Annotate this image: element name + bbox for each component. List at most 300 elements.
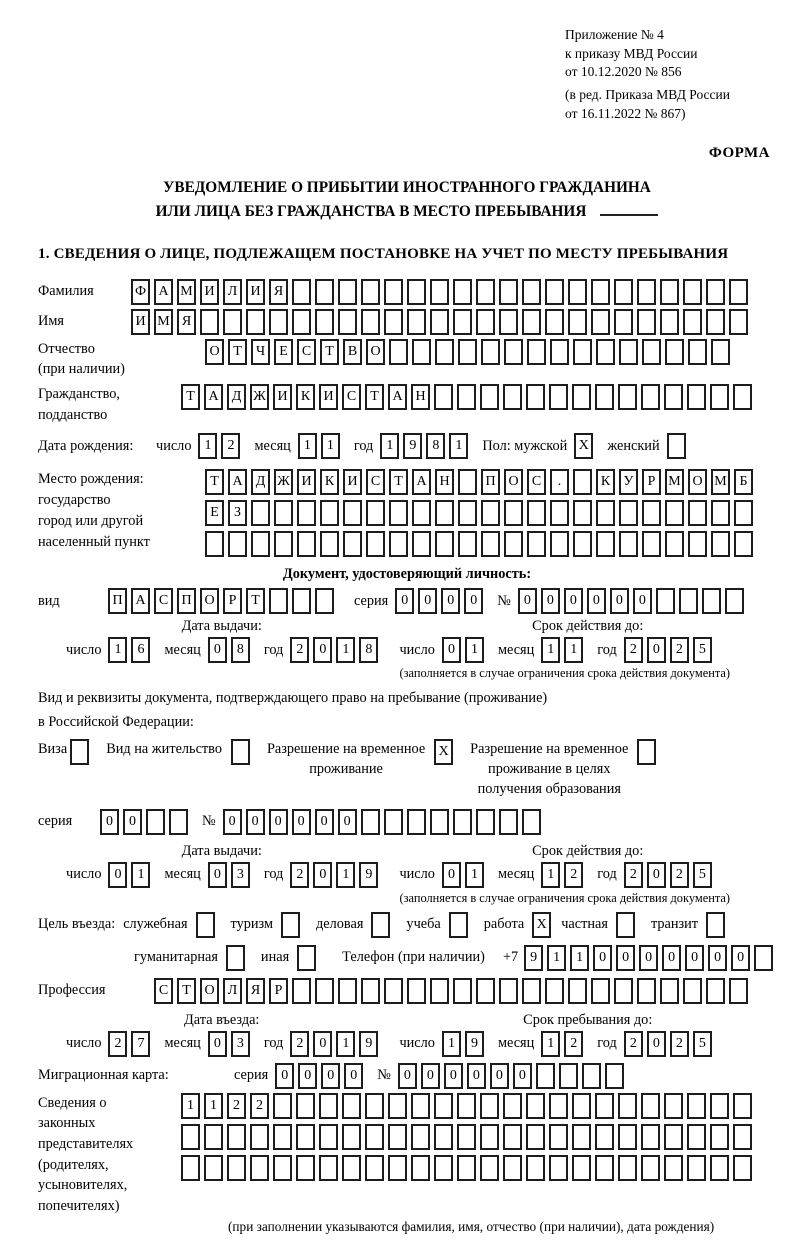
form-cell[interactable]: О bbox=[200, 978, 219, 1004]
form-cell[interactable] bbox=[269, 309, 288, 335]
form-cell[interactable] bbox=[388, 1155, 407, 1181]
form-cell[interactable] bbox=[481, 500, 500, 526]
form-cell[interactable] bbox=[476, 309, 495, 335]
form-cell[interactable]: С bbox=[342, 384, 361, 410]
form-cell[interactable]: 1 bbox=[547, 945, 566, 971]
form-cell[interactable]: 2 bbox=[221, 433, 240, 459]
form-cell[interactable] bbox=[411, 1093, 430, 1119]
form-cell[interactable] bbox=[664, 1155, 683, 1181]
form-cell[interactable] bbox=[729, 279, 748, 305]
form-cell[interactable] bbox=[573, 339, 592, 365]
form-cell[interactable] bbox=[733, 384, 752, 410]
form-cell[interactable]: Р bbox=[642, 469, 661, 495]
form-cell[interactable]: Т bbox=[389, 469, 408, 495]
form-cell[interactable] bbox=[688, 500, 707, 526]
form-cell[interactable] bbox=[434, 1155, 453, 1181]
form-cell[interactable] bbox=[550, 531, 569, 557]
form-cell[interactable]: Т bbox=[181, 384, 200, 410]
form-cell[interactable]: 0 bbox=[518, 588, 537, 614]
form-cell[interactable] bbox=[660, 978, 679, 1004]
form-cell[interactable]: 0 bbox=[292, 809, 311, 835]
form-cell[interactable] bbox=[499, 809, 518, 835]
form-cell[interactable] bbox=[665, 531, 684, 557]
form-cell[interactable] bbox=[619, 339, 638, 365]
form-cell[interactable] bbox=[480, 384, 499, 410]
form-cell[interactable]: 0 bbox=[647, 862, 666, 888]
form-cell[interactable] bbox=[407, 309, 426, 335]
form-cell[interactable]: 8 bbox=[359, 637, 378, 663]
form-cell[interactable]: А bbox=[154, 279, 173, 305]
form-cell[interactable] bbox=[706, 978, 725, 1004]
form-cell[interactable] bbox=[481, 531, 500, 557]
form-cell[interactable] bbox=[595, 1093, 614, 1119]
form-cell[interactable] bbox=[366, 531, 385, 557]
form-cell[interactable] bbox=[702, 588, 721, 614]
form-cell[interactable] bbox=[527, 531, 546, 557]
form-cell[interactable] bbox=[754, 945, 773, 971]
form-cell[interactable] bbox=[596, 339, 615, 365]
form-cell[interactable] bbox=[522, 279, 541, 305]
form-cell[interactable]: 2 bbox=[564, 1031, 583, 1057]
form-cell[interactable] bbox=[384, 978, 403, 1004]
form-cell[interactable] bbox=[458, 469, 477, 495]
form-cell[interactable] bbox=[499, 279, 518, 305]
form-cell[interactable] bbox=[637, 978, 656, 1004]
form-cell[interactable] bbox=[664, 1093, 683, 1119]
form-cell[interactable] bbox=[412, 500, 431, 526]
form-cell[interactable]: 2 bbox=[564, 862, 583, 888]
form-cell[interactable] bbox=[641, 1093, 660, 1119]
form-cell[interactable]: М bbox=[711, 469, 730, 495]
form-cell[interactable]: Е bbox=[205, 500, 224, 526]
form-cell[interactable] bbox=[549, 384, 568, 410]
form-cell[interactable]: 0 bbox=[610, 588, 629, 614]
form-cell[interactable] bbox=[504, 500, 523, 526]
form-cell[interactable] bbox=[572, 1124, 591, 1150]
form-cell[interactable] bbox=[687, 1155, 706, 1181]
form-cell[interactable]: 1 bbox=[336, 862, 355, 888]
form-cell[interactable]: П bbox=[177, 588, 196, 614]
form-cell[interactable]: 5 bbox=[693, 637, 712, 663]
form-cell[interactable] bbox=[407, 809, 426, 835]
form-cell[interactable] bbox=[550, 500, 569, 526]
form-cell[interactable]: 0 bbox=[647, 637, 666, 663]
form-cell[interactable] bbox=[596, 531, 615, 557]
form-cell[interactable]: С bbox=[366, 469, 385, 495]
form-cell[interactable]: 1 bbox=[380, 433, 399, 459]
form-cell[interactable] bbox=[710, 1155, 729, 1181]
form-cell[interactable]: 0 bbox=[662, 945, 681, 971]
form-cell[interactable]: 1 bbox=[541, 1031, 560, 1057]
form-cell[interactable] bbox=[315, 588, 334, 614]
form-cell[interactable]: А bbox=[412, 469, 431, 495]
form-cell[interactable] bbox=[227, 1155, 246, 1181]
form-cell[interactable]: 1 bbox=[336, 637, 355, 663]
form-cell[interactable]: 0 bbox=[731, 945, 750, 971]
form-cell[interactable] bbox=[481, 339, 500, 365]
form-cell[interactable]: 2 bbox=[290, 637, 309, 663]
form-cell[interactable] bbox=[458, 339, 477, 365]
form-cell[interactable]: 2 bbox=[250, 1093, 269, 1119]
form-cell[interactable] bbox=[572, 1155, 591, 1181]
form-cell[interactable] bbox=[688, 339, 707, 365]
form-cell[interactable]: 0 bbox=[100, 809, 119, 835]
form-cell[interactable] bbox=[196, 912, 215, 938]
form-cell[interactable] bbox=[503, 1093, 522, 1119]
form-cell[interactable] bbox=[449, 912, 468, 938]
form-cell[interactable] bbox=[667, 433, 686, 459]
form-cell[interactable]: 1 bbox=[442, 1031, 461, 1057]
form-cell[interactable] bbox=[480, 1124, 499, 1150]
form-cell[interactable]: 6 bbox=[131, 637, 150, 663]
form-cell[interactable] bbox=[706, 279, 725, 305]
form-cell[interactable]: З bbox=[228, 500, 247, 526]
form-cell[interactable] bbox=[476, 978, 495, 1004]
form-cell[interactable]: 0 bbox=[467, 1063, 486, 1089]
form-cell[interactable]: Л bbox=[223, 978, 242, 1004]
form-cell[interactable]: 0 bbox=[208, 637, 227, 663]
form-cell[interactable] bbox=[729, 978, 748, 1004]
form-cell[interactable]: 0 bbox=[269, 809, 288, 835]
form-cell[interactable]: 5 bbox=[693, 862, 712, 888]
form-cell[interactable] bbox=[618, 1093, 637, 1119]
form-cell[interactable] bbox=[274, 531, 293, 557]
form-cell[interactable]: 1 bbox=[541, 862, 560, 888]
form-cell[interactable]: 0 bbox=[313, 637, 332, 663]
form-cell[interactable] bbox=[181, 1124, 200, 1150]
form-cell[interactable] bbox=[361, 809, 380, 835]
form-cell[interactable] bbox=[595, 1124, 614, 1150]
form-cell[interactable]: А bbox=[131, 588, 150, 614]
form-cell[interactable]: 0 bbox=[587, 588, 606, 614]
form-cell[interactable] bbox=[522, 978, 541, 1004]
form-cell[interactable]: 0 bbox=[123, 809, 142, 835]
form-cell[interactable]: . bbox=[550, 469, 569, 495]
form-cell[interactable]: 3 bbox=[231, 1031, 250, 1057]
form-cell[interactable] bbox=[70, 739, 89, 765]
form-cell[interactable] bbox=[687, 1093, 706, 1119]
form-cell[interactable]: 0 bbox=[564, 588, 583, 614]
form-cell[interactable]: И bbox=[343, 469, 362, 495]
form-cell[interactable]: И bbox=[131, 309, 150, 335]
form-cell[interactable] bbox=[228, 531, 247, 557]
form-cell[interactable] bbox=[246, 309, 265, 335]
form-cell[interactable]: 1 bbox=[336, 1031, 355, 1057]
form-cell[interactable] bbox=[582, 1063, 601, 1089]
form-cell[interactable] bbox=[388, 1093, 407, 1119]
form-cell[interactable]: 0 bbox=[223, 809, 242, 835]
form-cell[interactable]: 1 bbox=[204, 1093, 223, 1119]
form-cell[interactable] bbox=[319, 1124, 338, 1150]
form-cell[interactable]: Т bbox=[320, 339, 339, 365]
form-cell[interactable] bbox=[733, 1124, 752, 1150]
form-cell[interactable] bbox=[292, 588, 311, 614]
form-cell[interactable]: 0 bbox=[616, 945, 635, 971]
form-cell[interactable] bbox=[591, 309, 610, 335]
form-cell[interactable]: 0 bbox=[344, 1063, 363, 1089]
form-cell[interactable] bbox=[559, 1063, 578, 1089]
form-cell[interactable] bbox=[366, 500, 385, 526]
form-cell[interactable]: Н bbox=[411, 384, 430, 410]
form-cell[interactable] bbox=[480, 1093, 499, 1119]
form-cell[interactable]: У bbox=[619, 469, 638, 495]
form-cell[interactable]: 0 bbox=[442, 637, 461, 663]
form-cell[interactable]: 0 bbox=[541, 588, 560, 614]
form-cell[interactable]: 0 bbox=[513, 1063, 532, 1089]
form-cell[interactable]: 2 bbox=[624, 637, 643, 663]
form-cell[interactable]: 2 bbox=[624, 862, 643, 888]
form-cell[interactable]: Р bbox=[269, 978, 288, 1004]
form-cell[interactable] bbox=[687, 384, 706, 410]
form-cell[interactable] bbox=[297, 531, 316, 557]
form-cell[interactable] bbox=[319, 1093, 338, 1119]
form-cell[interactable]: 1 bbox=[465, 862, 484, 888]
form-cell[interactable]: 0 bbox=[593, 945, 612, 971]
form-cell[interactable] bbox=[573, 469, 592, 495]
form-cell[interactable] bbox=[361, 978, 380, 1004]
form-cell[interactable]: 0 bbox=[108, 862, 127, 888]
form-cell[interactable] bbox=[549, 1124, 568, 1150]
form-cell[interactable]: Т bbox=[365, 384, 384, 410]
form-cell[interactable] bbox=[435, 339, 454, 365]
form-cell[interactable]: 1 bbox=[321, 433, 340, 459]
form-cell[interactable]: 3 bbox=[231, 862, 250, 888]
form-cell[interactable] bbox=[596, 500, 615, 526]
form-cell[interactable] bbox=[614, 309, 633, 335]
form-cell[interactable] bbox=[251, 531, 270, 557]
form-cell[interactable] bbox=[435, 500, 454, 526]
form-cell[interactable]: А bbox=[388, 384, 407, 410]
form-cell[interactable]: 2 bbox=[227, 1093, 246, 1119]
form-cell[interactable] bbox=[457, 1155, 476, 1181]
form-cell[interactable]: 2 bbox=[290, 862, 309, 888]
form-cell[interactable] bbox=[637, 739, 656, 765]
form-cell[interactable] bbox=[618, 1155, 637, 1181]
form-cell[interactable] bbox=[384, 309, 403, 335]
form-cell[interactable] bbox=[338, 279, 357, 305]
form-cell[interactable] bbox=[453, 309, 472, 335]
form-cell[interactable] bbox=[292, 279, 311, 305]
form-cell[interactable] bbox=[637, 309, 656, 335]
form-cell[interactable]: М bbox=[665, 469, 684, 495]
form-cell[interactable] bbox=[412, 531, 431, 557]
form-cell[interactable]: 9 bbox=[465, 1031, 484, 1057]
form-cell[interactable] bbox=[711, 339, 730, 365]
form-cell[interactable]: В bbox=[343, 339, 362, 365]
form-cell[interactable] bbox=[342, 1155, 361, 1181]
form-cell[interactable] bbox=[342, 1093, 361, 1119]
form-cell[interactable] bbox=[710, 1093, 729, 1119]
form-cell[interactable]: 0 bbox=[421, 1063, 440, 1089]
form-cell[interactable]: И bbox=[319, 384, 338, 410]
form-cell[interactable] bbox=[320, 531, 339, 557]
form-cell[interactable] bbox=[365, 1124, 384, 1150]
form-cell[interactable]: 2 bbox=[624, 1031, 643, 1057]
form-cell[interactable] bbox=[526, 1124, 545, 1150]
form-cell[interactable]: 9 bbox=[359, 862, 378, 888]
form-cell[interactable] bbox=[453, 279, 472, 305]
form-cell[interactable] bbox=[250, 1155, 269, 1181]
form-cell[interactable]: Ф bbox=[131, 279, 150, 305]
form-cell[interactable] bbox=[292, 978, 311, 1004]
form-cell[interactable] bbox=[573, 531, 592, 557]
form-cell[interactable]: Б bbox=[734, 469, 753, 495]
form-cell[interactable]: С bbox=[527, 469, 546, 495]
form-cell[interactable]: О bbox=[200, 588, 219, 614]
form-cell[interactable] bbox=[411, 1155, 430, 1181]
form-cell[interactable]: 0 bbox=[647, 1031, 666, 1057]
form-cell[interactable] bbox=[361, 309, 380, 335]
form-cell[interactable] bbox=[618, 1124, 637, 1150]
form-cell[interactable] bbox=[430, 279, 449, 305]
form-cell[interactable]: А bbox=[204, 384, 223, 410]
form-cell[interactable] bbox=[430, 978, 449, 1004]
form-cell[interactable]: 0 bbox=[208, 862, 227, 888]
form-cell[interactable]: И bbox=[200, 279, 219, 305]
form-cell[interactable] bbox=[665, 339, 684, 365]
form-cell[interactable] bbox=[545, 978, 564, 1004]
form-cell[interactable] bbox=[503, 1124, 522, 1150]
form-cell[interactable] bbox=[453, 809, 472, 835]
form-cell[interactable]: 0 bbox=[315, 809, 334, 835]
form-cell[interactable] bbox=[641, 1155, 660, 1181]
form-cell[interactable] bbox=[205, 531, 224, 557]
form-cell[interactable]: 1 bbox=[570, 945, 589, 971]
form-cell[interactable] bbox=[296, 1093, 315, 1119]
form-cell[interactable]: X bbox=[574, 433, 593, 459]
form-cell[interactable]: 2 bbox=[670, 637, 689, 663]
form-cell[interactable]: 2 bbox=[670, 1031, 689, 1057]
form-cell[interactable]: 1 bbox=[298, 433, 317, 459]
form-cell[interactable]: 0 bbox=[275, 1063, 294, 1089]
form-cell[interactable] bbox=[273, 1155, 292, 1181]
form-cell[interactable] bbox=[619, 500, 638, 526]
form-cell[interactable] bbox=[384, 809, 403, 835]
form-cell[interactable]: М bbox=[177, 279, 196, 305]
form-cell[interactable] bbox=[342, 1124, 361, 1150]
form-cell[interactable]: 9 bbox=[403, 433, 422, 459]
form-cell[interactable] bbox=[549, 1155, 568, 1181]
form-cell[interactable]: Д bbox=[227, 384, 246, 410]
form-cell[interactable]: 1 bbox=[564, 637, 583, 663]
form-cell[interactable] bbox=[227, 1124, 246, 1150]
form-cell[interactable] bbox=[434, 1093, 453, 1119]
form-cell[interactable] bbox=[389, 339, 408, 365]
form-cell[interactable]: Т bbox=[246, 588, 265, 614]
form-cell[interactable]: 1 bbox=[198, 433, 217, 459]
form-cell[interactable]: К bbox=[320, 469, 339, 495]
form-cell[interactable] bbox=[458, 531, 477, 557]
form-cell[interactable]: 0 bbox=[418, 588, 437, 614]
form-cell[interactable]: И bbox=[273, 384, 292, 410]
form-cell[interactable] bbox=[388, 1124, 407, 1150]
form-cell[interactable] bbox=[407, 978, 426, 1004]
form-cell[interactable] bbox=[545, 309, 564, 335]
form-cell[interactable] bbox=[434, 1124, 453, 1150]
form-cell[interactable]: 0 bbox=[321, 1063, 340, 1089]
form-cell[interactable]: Т bbox=[177, 978, 196, 1004]
form-cell[interactable] bbox=[389, 531, 408, 557]
form-cell[interactable]: Я bbox=[177, 309, 196, 335]
form-cell[interactable] bbox=[573, 500, 592, 526]
form-cell[interactable]: 0 bbox=[633, 588, 652, 614]
form-cell[interactable] bbox=[725, 588, 744, 614]
form-cell[interactable] bbox=[687, 1124, 706, 1150]
form-cell[interactable]: 9 bbox=[524, 945, 543, 971]
form-cell[interactable] bbox=[656, 588, 675, 614]
form-cell[interactable] bbox=[319, 1155, 338, 1181]
form-cell[interactable]: 1 bbox=[541, 637, 560, 663]
form-cell[interactable] bbox=[499, 978, 518, 1004]
form-cell[interactable] bbox=[476, 279, 495, 305]
form-cell[interactable] bbox=[591, 279, 610, 305]
form-cell[interactable] bbox=[734, 531, 753, 557]
form-cell[interactable]: Т bbox=[228, 339, 247, 365]
form-cell[interactable]: 1 bbox=[465, 637, 484, 663]
form-cell[interactable]: 0 bbox=[490, 1063, 509, 1089]
form-cell[interactable]: 1 bbox=[108, 637, 127, 663]
form-cell[interactable] bbox=[389, 500, 408, 526]
form-cell[interactable] bbox=[503, 384, 522, 410]
form-cell[interactable] bbox=[733, 1093, 752, 1119]
form-cell[interactable] bbox=[550, 339, 569, 365]
form-cell[interactable] bbox=[204, 1155, 223, 1181]
form-cell[interactable] bbox=[480, 1155, 499, 1181]
form-cell[interactable] bbox=[504, 339, 523, 365]
form-cell[interactable] bbox=[536, 1063, 555, 1089]
form-cell[interactable]: М bbox=[154, 309, 173, 335]
form-cell[interactable] bbox=[619, 531, 638, 557]
form-cell[interactable]: 0 bbox=[441, 588, 460, 614]
form-cell[interactable] bbox=[688, 531, 707, 557]
form-cell[interactable]: А bbox=[228, 469, 247, 495]
form-cell[interactable]: Ж bbox=[274, 469, 293, 495]
form-cell[interactable]: 0 bbox=[338, 809, 357, 835]
form-cell[interactable] bbox=[710, 1124, 729, 1150]
form-cell[interactable] bbox=[522, 309, 541, 335]
form-cell[interactable] bbox=[711, 500, 730, 526]
form-cell[interactable]: 0 bbox=[313, 862, 332, 888]
form-cell[interactable] bbox=[457, 384, 476, 410]
form-cell[interactable] bbox=[683, 279, 702, 305]
form-cell[interactable]: 0 bbox=[444, 1063, 463, 1089]
form-cell[interactable] bbox=[522, 809, 541, 835]
form-cell[interactable]: Д bbox=[251, 469, 270, 495]
form-cell[interactable]: Т bbox=[205, 469, 224, 495]
form-cell[interactable]: 8 bbox=[231, 637, 250, 663]
form-cell[interactable] bbox=[343, 531, 362, 557]
form-cell[interactable] bbox=[527, 339, 546, 365]
form-cell[interactable] bbox=[734, 500, 753, 526]
form-cell[interactable] bbox=[412, 339, 431, 365]
form-cell[interactable] bbox=[371, 912, 390, 938]
form-cell[interactable] bbox=[665, 500, 684, 526]
form-cell[interactable] bbox=[526, 1093, 545, 1119]
form-cell[interactable]: 2 bbox=[108, 1031, 127, 1057]
form-cell[interactable] bbox=[642, 339, 661, 365]
form-cell[interactable] bbox=[641, 384, 660, 410]
form-cell[interactable]: Ч bbox=[251, 339, 270, 365]
form-cell[interactable] bbox=[250, 1124, 269, 1150]
form-cell[interactable]: 0 bbox=[208, 1031, 227, 1057]
form-cell[interactable] bbox=[320, 500, 339, 526]
form-cell[interactable]: 0 bbox=[298, 1063, 317, 1089]
form-cell[interactable] bbox=[549, 1093, 568, 1119]
form-cell[interactable] bbox=[273, 1093, 292, 1119]
form-cell[interactable] bbox=[616, 912, 635, 938]
form-cell[interactable]: И bbox=[246, 279, 265, 305]
form-cell[interactable] bbox=[595, 1155, 614, 1181]
